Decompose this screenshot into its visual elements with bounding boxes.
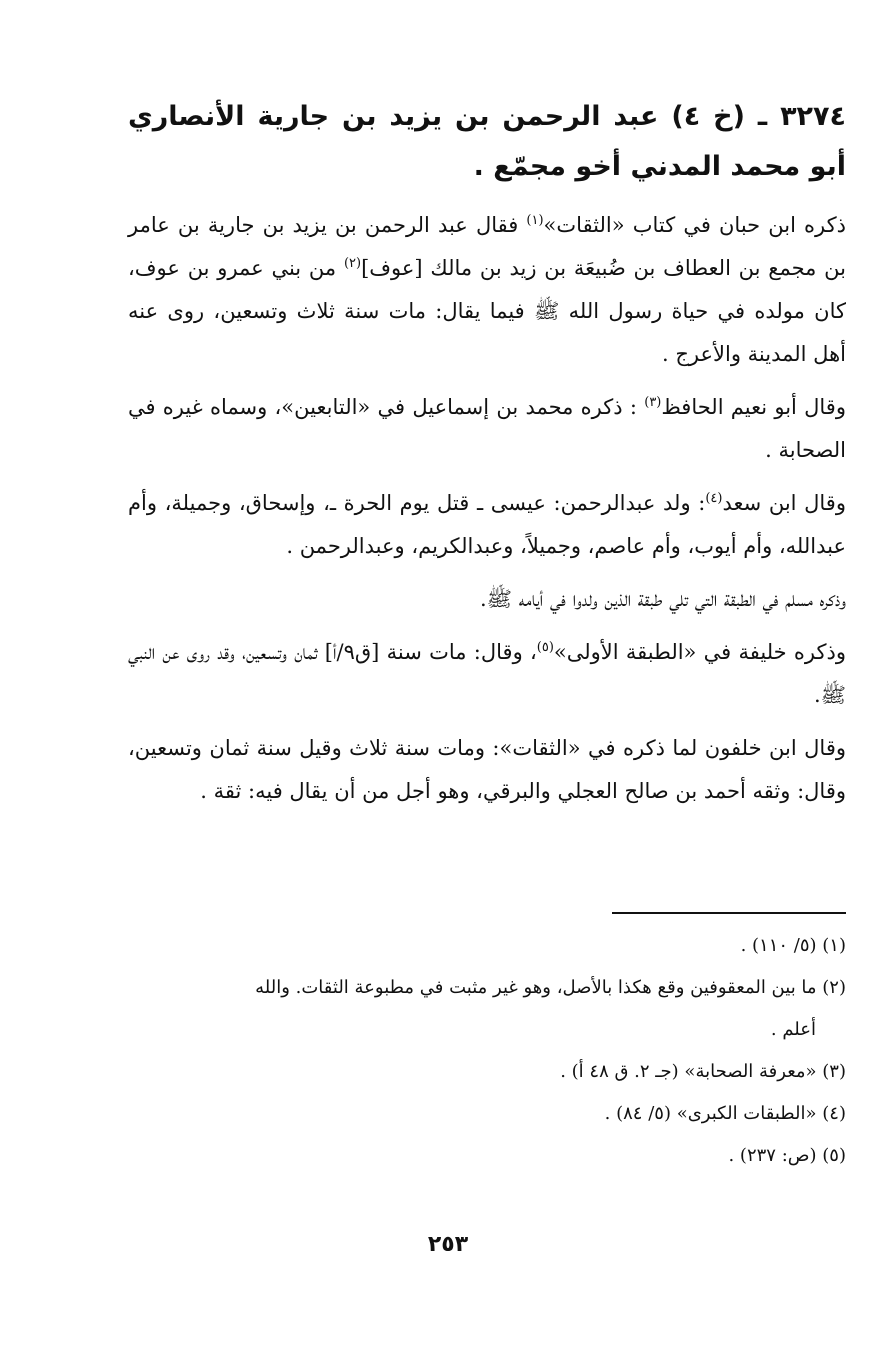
paragraph-text: وذكره خليفة في «الطبقة الأولى» bbox=[553, 640, 846, 664]
paragraph-muslim: وذكره مسلم في الطبقة التي تلي طبقة الذين ولدوا في أيامه ﷺ. bbox=[479, 587, 846, 611]
footnote-ref: (١) bbox=[526, 213, 544, 228]
footnote-4: (٤) «الطبقات الكبرى» (٥/ ٨٤) . bbox=[604, 1103, 846, 1124]
paragraph-khalifa bbox=[128, 631, 846, 717]
paragraph-ibn-khalfun: وقال ابن خلفون لما ذكره في «الثقات»: ومات سنة ثلاث وقيل سنة ثمان وتسعين، وقال: وثقه أحمد بن صالح العجلي والبرقي، وهو أجل من أن يقال فيه: ثقة . bbox=[128, 736, 846, 803]
footnote-ref: (٤) bbox=[705, 491, 723, 506]
paragraph-text: فقال عبد الرحمن بن يزيد بن جارية بن عامر بن مجمع بن العطاف بن ضُبيعَة بن زيد بن مالك [عوف] bbox=[128, 213, 847, 280]
footnote-3: (٣) «معرفة الصحابة» (جـ ٢. ق ٤٨ أ) . bbox=[560, 1061, 846, 1082]
entry-title: ٣٢٧٤ ـ (خ ٤) عبد الرحمن بن يزيد بن جارية الأنصاري أبو محمد المدني أخو مجمّع . bbox=[128, 101, 846, 182]
paragraph-abu-nuaym bbox=[128, 386, 846, 472]
footnotes bbox=[140, 925, 846, 1177]
footnote-2-continuation: أعلم . bbox=[770, 1019, 816, 1040]
footnote-1: (١) (٥/ ١١٠) . bbox=[740, 935, 846, 956]
paragraph-text: وقال ابن سعد bbox=[722, 491, 846, 515]
footnote-ref: (٣) bbox=[644, 395, 662, 410]
footnote-separator bbox=[612, 912, 846, 914]
paragraph-text: وقال أبو نعيم الحافظ bbox=[661, 395, 846, 419]
paragraph-ibn-saad bbox=[128, 482, 846, 568]
paragraph-ibn-hibban bbox=[128, 204, 846, 376]
footnote-ref: (٥) bbox=[536, 640, 554, 655]
page-body bbox=[128, 92, 846, 823]
page-number: ٢٥٣ bbox=[427, 1232, 469, 1257]
paragraph-text: من بني عمرو بن عوف، كان مولده في حياة رسول الله ﷺ فيما يقال: مات سنة ثلاث وتسعين، روى عنه أهل المدينة والأعرج . bbox=[128, 256, 846, 366]
paragraph-text: ، وقال: مات سنة [ق٩/أ] ثمان وتسعين، وقد روى عن النبي ﷺ. bbox=[128, 640, 846, 707]
paragraph-text: : ذكره محمد بن إسماعيل في «التابعين»، وسماه غيره في الصحابة . bbox=[128, 395, 846, 462]
footnote-5: (٥) (ص: ٢٣٧) . bbox=[728, 1145, 846, 1166]
paragraph-text: : ولد عبدالرحمن: عيسى ـ قتل يوم الحرة ـ، وإسحاق، وجميلة، وأم عبدالله، وأم أيوب، وأم عاصم، وجميلاً، وعبدالكريم، وعبدالرحمن . bbox=[128, 491, 846, 558]
paragraph-text: ذكره ابن حبان في كتاب «الثقات» bbox=[543, 213, 846, 237]
footnote-ref: (٢) bbox=[343, 256, 362, 271]
footnote-2: (٢) ما بين المعقوفين وقع هكذا بالأصل، وهو غير مثبت في مطبوعة الثقات. والله bbox=[255, 977, 846, 998]
